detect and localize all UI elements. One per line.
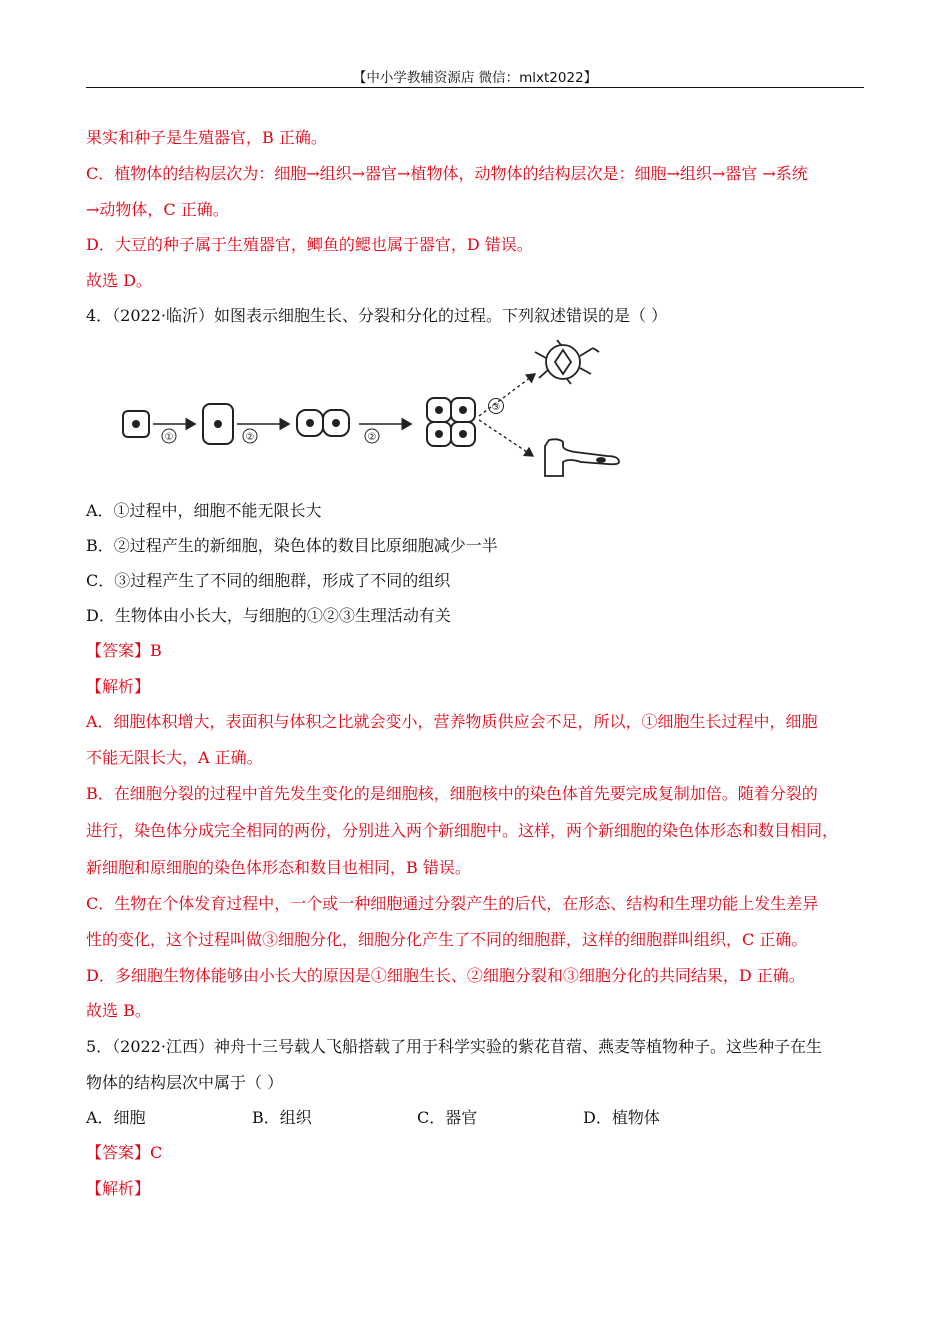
arrow-diff-down: [479, 420, 533, 456]
q5-option-a: A．细胞: [86, 1108, 146, 1127]
q4-option-c: C．③过程产生了不同的细胞群，形成了不同的组织: [86, 571, 451, 590]
q4-analysis-line-2: 不能无限长大，A 正确。: [86, 748, 263, 767]
root-hair-cell: [545, 439, 619, 476]
q4-analysis-line-7: 性的变化，这个过程叫做③细胞分化，细胞分化产生了不同的细胞群，这样的细胞群叫组织，C 正确。: [86, 930, 808, 949]
q4-analysis-title: 【解析】: [86, 677, 151, 696]
q5-option-c: C．器官: [417, 1108, 478, 1127]
four-cells: [427, 398, 475, 446]
q4-analysis-line-4: 进行，染色体分成完全相同的两份，分别进入两个新细胞中。这样，两个新细胞的染色体形态和数目相同，: [86, 821, 839, 840]
label-3: [365, 429, 379, 443]
q4-answer: 【答案】B: [86, 641, 162, 660]
cell-process-figure: [115, 338, 635, 488]
two-cells: [297, 410, 349, 436]
prev-explanation-line-2: C．植物体的结构层次为：细胞→组织→器官→植物体，动物体的结构层次是：细胞→组织→器官 →系统: [86, 164, 808, 183]
q5-analysis-title: 【解析】: [86, 1179, 151, 1198]
svg-text:③: ③: [491, 402, 501, 413]
q4-analysis-line-3: B．在细胞分裂的过程中首先发生变化的是细胞核，细胞核中的染色体首先要完成复制加倍。随着分裂的: [86, 784, 818, 803]
q4-analysis-conclusion: 故选 B。: [86, 1001, 151, 1020]
q5-option-d: D．植物体: [583, 1108, 660, 1127]
q4-stem: 4．（2022·临沂）如图表示细胞生长、分裂和分化的过程。下列叙述错误的是（ ）: [86, 306, 668, 325]
q5-stem-line-1: 5．（2022·江西）神舟十三号载人飞船搭载了用于科学实验的紫花苜蓿、燕麦等植物种子。这些种子在生: [86, 1037, 822, 1056]
q4-analysis-line-6: C．生物在个体发育过程中，一个或一种细胞通过分裂产生的后代，在形态、结构和生理功能上发生差异: [86, 894, 819, 913]
q4-option-d: D．生物体由小长大，与细胞的①②③生理活动有关: [86, 606, 451, 625]
label-2: [243, 429, 257, 443]
q4-analysis-line-1: A．细胞体积增大，表面积与体积之比就会变小，营养物质供应会不足，所以，①细胞生长过程中，细胞: [86, 712, 818, 731]
header-rule: [86, 87, 864, 88]
arrow-diff-up: [479, 374, 535, 416]
prev-explanation-conclusion: 故选 D。: [86, 271, 152, 290]
q4-analysis-line-8: D．多细胞生物体能够由小长大的原因是①细胞生长、②细胞分裂和③细胞分化的共同结果，D 正确。: [86, 966, 805, 985]
label-1: [162, 429, 176, 443]
prev-explanation-line-4: D．大豆的种子属于生殖器官，鲫鱼的鳃也属于器官，D 错误。: [86, 235, 533, 254]
grown-cell: [203, 404, 233, 444]
q4-analysis-line-5: 新细胞和原细胞的染色体形态和数目也相同，B 错误。: [86, 858, 471, 877]
page-header: 【中小学教辅资源店 微信：mlxt2022】: [352, 70, 598, 86]
svg-text:②: ②: [367, 432, 377, 443]
label-4: [489, 399, 504, 414]
q5-answer: 【答案】C: [86, 1143, 163, 1162]
q5-stem-line-2: 物体的结构层次中属于（ ）: [86, 1073, 284, 1092]
q4-option-b: B．②过程产生的新细胞，染色体的数目比原细胞减少一半: [86, 536, 498, 555]
prev-explanation-line-3: →动物体，C 正确。: [86, 200, 229, 219]
svg-text:②: ②: [245, 432, 255, 443]
prev-explanation-line-1: 果实和种子是生殖器官，B 正确。: [86, 128, 327, 147]
q4-option-a: A．①过程中，细胞不能无限长大: [86, 501, 322, 520]
neuron-cell: [535, 340, 599, 384]
small-cell: [123, 411, 149, 437]
q5-option-b: B．组织: [252, 1108, 312, 1127]
svg-text:①: ①: [164, 432, 174, 443]
